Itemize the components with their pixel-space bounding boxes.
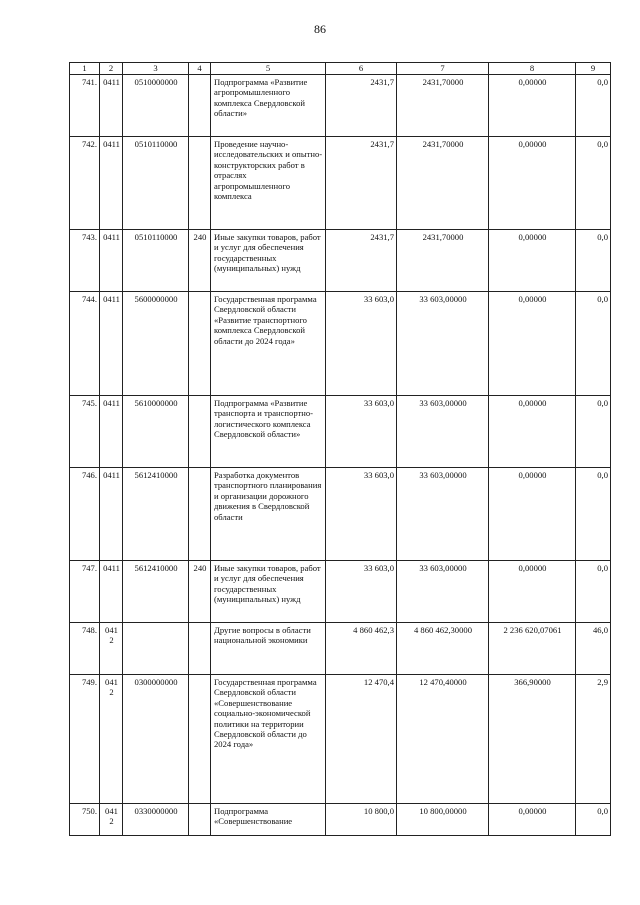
section-code: 0411	[100, 468, 123, 561]
section-code: 0411	[100, 396, 123, 468]
section-code: 0411	[100, 75, 123, 137]
budget-table	[69, 62, 611, 836]
approved-amount: 2431,7	[326, 230, 397, 292]
table-row	[70, 230, 611, 292]
executed-amount: 0,00000	[489, 561, 576, 623]
row-number: 747.	[70, 561, 100, 623]
item-name: Государственная программа Свердловской области «Совершенствование социально-экономической политики на территории Свердловской области до 2024 года»	[211, 675, 326, 804]
planned-amount: 33 603,00000	[397, 292, 489, 396]
approved-amount: 2431,7	[326, 137, 397, 230]
target-article-code: 5600000000	[123, 292, 189, 396]
table-row	[70, 396, 611, 468]
approved-amount: 33 603,0	[326, 561, 397, 623]
item-name: Подпрограмма «Развитие агропромышленного комплекса Свердловской области»	[211, 75, 326, 137]
execution-percent: 0,0	[576, 75, 611, 137]
item-name: Иные закупки товаров, работ и услуг для обеспечения государственных (муниципальных) нужд	[211, 230, 326, 292]
expense-type-code	[189, 804, 211, 836]
executed-amount: 0,00000	[489, 292, 576, 396]
execution-percent: 0,0	[576, 137, 611, 230]
execution-percent: 2,9	[576, 675, 611, 804]
planned-amount: 12 470,40000	[397, 675, 489, 804]
planned-amount: 33 603,00000	[397, 396, 489, 468]
item-name: Другие вопросы в области национальной экономики	[211, 623, 326, 675]
planned-amount: 4 860 462,30000	[397, 623, 489, 675]
item-name: Подпрограмма «Совершенствование	[211, 804, 326, 836]
approved-amount: 33 603,0	[326, 468, 397, 561]
section-code: 0411	[100, 561, 123, 623]
executed-amount: 0,00000	[489, 804, 576, 836]
executed-amount: 0,00000	[489, 468, 576, 561]
approved-amount: 12 470,4	[326, 675, 397, 804]
target-article-code: 5612410000	[123, 468, 189, 561]
planned-amount: 2431,70000	[397, 137, 489, 230]
approved-amount: 33 603,0	[326, 396, 397, 468]
target-article-code: 0330000000	[123, 804, 189, 836]
item-name: Подпрограмма «Развитие транспорта и транспортно-логистического комплекса Свердловской области»	[211, 396, 326, 468]
executed-amount: 2 236 620,07061	[489, 623, 576, 675]
header-cell: 4	[189, 63, 211, 75]
expense-type-code	[189, 623, 211, 675]
table-body	[70, 75, 611, 836]
target-article-code	[123, 623, 189, 675]
item-name: Проведение научно-исследовательских и опытно-конструкторских работ в отраслях агропромышленного комплекса	[211, 137, 326, 230]
item-name: Разработка документов транспортного планирования и организации дорожного движения в Свердловской области	[211, 468, 326, 561]
row-number: 741.	[70, 75, 100, 137]
table-row	[70, 675, 611, 804]
expense-type-code	[189, 396, 211, 468]
planned-amount: 33 603,00000	[397, 468, 489, 561]
approved-amount: 33 603,0	[326, 292, 397, 396]
header-cell: 3	[123, 63, 189, 75]
planned-amount: 33 603,00000	[397, 561, 489, 623]
execution-percent: 0,0	[576, 230, 611, 292]
row-number: 743.	[70, 230, 100, 292]
header-cell: 1	[70, 63, 100, 75]
header-cell: 6	[326, 63, 397, 75]
expense-type-code	[189, 468, 211, 561]
executed-amount: 366,90000	[489, 675, 576, 804]
header-cell: 7	[397, 63, 489, 75]
execution-percent: 0,0	[576, 468, 611, 561]
page-number: 86	[314, 22, 326, 36]
expense-type-code: 240	[189, 561, 211, 623]
row-number: 742.	[70, 137, 100, 230]
table-row	[70, 804, 611, 836]
approved-amount: 4 860 462,3	[326, 623, 397, 675]
planned-amount: 2431,70000	[397, 230, 489, 292]
execution-percent: 0,0	[576, 561, 611, 623]
approved-amount: 10 800,0	[326, 804, 397, 836]
target-article-code: 0510110000	[123, 230, 189, 292]
row-number: 746.	[70, 468, 100, 561]
header-cell: 8	[489, 63, 576, 75]
section-code: 0412	[100, 804, 123, 836]
expense-type-code	[189, 292, 211, 396]
section-code: 0411	[100, 292, 123, 396]
table-row	[70, 292, 611, 396]
header-cell: 5	[211, 63, 326, 75]
section-code: 0412	[100, 675, 123, 804]
execution-percent: 0,0	[576, 804, 611, 836]
execution-percent: 0,0	[576, 396, 611, 468]
target-article-code: 5612410000	[123, 561, 189, 623]
execution-percent: 46,0	[576, 623, 611, 675]
approved-amount: 2431,7	[326, 75, 397, 137]
section-code: 0411	[100, 137, 123, 230]
row-number: 744.	[70, 292, 100, 396]
target-article-code: 0510000000	[123, 75, 189, 137]
table-row	[70, 468, 611, 561]
row-number: 749.	[70, 675, 100, 804]
target-article-code: 0300000000	[123, 675, 189, 804]
table-row	[70, 75, 611, 137]
table-row	[70, 137, 611, 230]
row-number: 745.	[70, 396, 100, 468]
target-article-code: 0510110000	[123, 137, 189, 230]
row-number: 750.	[70, 804, 100, 836]
row-number: 748.	[70, 623, 100, 675]
section-code: 0411	[100, 230, 123, 292]
expense-type-code: 240	[189, 230, 211, 292]
executed-amount: 0,00000	[489, 230, 576, 292]
planned-amount: 2431,70000	[397, 75, 489, 137]
executed-amount: 0,00000	[489, 396, 576, 468]
section-code: 0412	[100, 623, 123, 675]
target-article-code: 5610000000	[123, 396, 189, 468]
executed-amount: 0,00000	[489, 137, 576, 230]
header-cell: 9	[576, 63, 611, 75]
header-row	[70, 63, 611, 75]
table-row	[70, 561, 611, 623]
header-cell: 2	[100, 63, 123, 75]
executed-amount: 0,00000	[489, 75, 576, 137]
planned-amount: 10 800,00000	[397, 804, 489, 836]
expense-type-code	[189, 137, 211, 230]
execution-percent: 0,0	[576, 292, 611, 396]
table-row	[70, 623, 611, 675]
expense-type-code	[189, 75, 211, 137]
item-name: Государственная программа Свердловской области «Развитие транспортного комплекса Свердловской области до 2024 года»	[211, 292, 326, 396]
expense-type-code	[189, 675, 211, 804]
item-name: Иные закупки товаров, работ и услуг для обеспечения государственных (муниципальных) нужд	[211, 561, 326, 623]
